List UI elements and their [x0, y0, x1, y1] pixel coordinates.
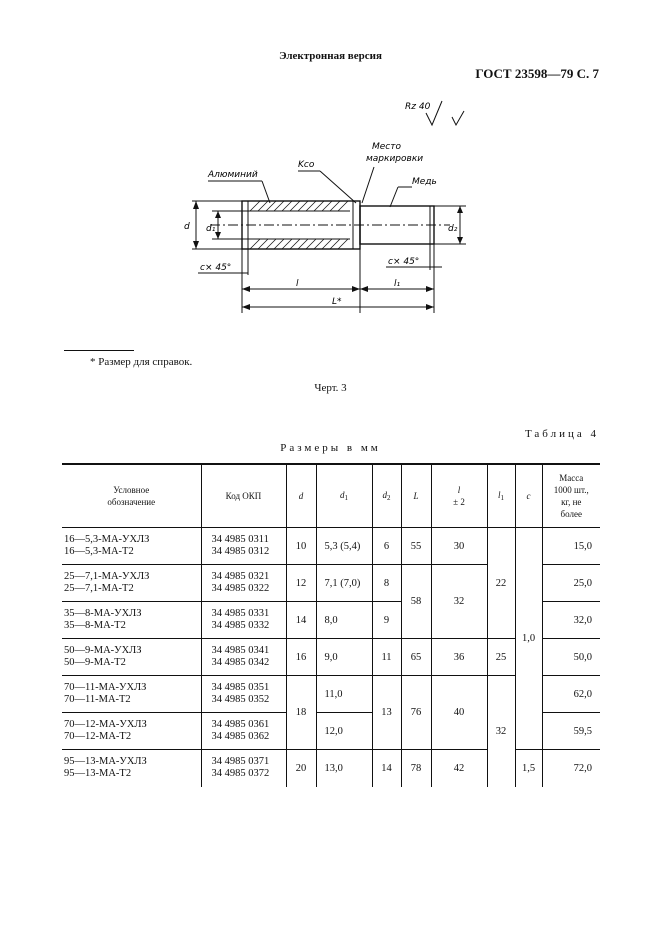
merged-d-18: 18	[286, 676, 316, 750]
table-row: 25—7,1-МА-УХЛЗ 25—7,1-МА-Т2 34 4985 0321 34 4985 0322 12 7,1 (7,0) 8 58 32 25,0	[62, 565, 600, 602]
chamfer-left-label: c× 45°	[200, 263, 232, 273]
marking-label: маркировки	[366, 154, 424, 164]
marking-place-label: Место	[372, 142, 401, 152]
chamfer-right-label: c× 45°	[388, 257, 420, 267]
table-row: 16—5,3-МА-УХЛЗ 16—5,3-МА-Т2 34 4985 0311 34 4985 0312 10 5,3 (5,4) 6 55 30 22 1,0 15,0	[62, 528, 600, 565]
header-L: L	[401, 464, 431, 528]
roughness-label: Rz 40	[405, 102, 431, 112]
table-row: 50—9-МА-УХЛЗ 50—9-МА-Т2 34 4985 0341 34 4985 0342 16 9,0 11 65 36 25 50,0	[62, 639, 600, 676]
merged-l-40: 40	[431, 676, 487, 750]
merged-L-76: 76	[401, 676, 431, 750]
header-mass: Масса 1000 шт., кг, не более	[542, 464, 600, 528]
table-row: 35—8-МА-УХЛЗ 35—8-МА-Т2 34 4985 0331 34 4985 0332 14 8,0 9 32,0	[62, 602, 600, 639]
merged-l1-22: 22	[487, 528, 515, 639]
footnote-divider	[64, 350, 134, 351]
header-d1: $d_1$	[316, 464, 372, 528]
header-okp: Код ОКП	[201, 464, 286, 528]
table-row: 70—11-МА-УХЛЗ 70—11-МА-Т2 34 4985 0351 34 4985 0352 18 11,0 13 76 40 32 62,0	[62, 676, 600, 713]
technical-drawing	[150, 95, 490, 325]
header-electronic-version: Электронная версия	[279, 50, 382, 62]
L-dim-label: L*	[332, 297, 342, 307]
header-d: d	[286, 464, 316, 528]
header-l1: $l_1$	[487, 464, 515, 528]
merged-l1-32: 32	[487, 676, 515, 787]
table-row: 70—12-МА-УХЛЗ 70—12-МА-Т2 34 4985 0361 34 4985 0362 12,0 59,5	[62, 713, 600, 750]
table-row: 95—13-МА-УХЛЗ 95—13-МА-Т2 34 4985 0371 34 4985 0372 20 13,0 14 78 42 1,5 72,0	[62, 750, 600, 787]
header-l: l ± 2	[431, 464, 487, 528]
l1-dim-label: l₁	[394, 279, 401, 289]
header-c: c	[515, 464, 542, 528]
l-dim-label: l	[296, 279, 299, 289]
d1-dim-label: d₁	[206, 224, 216, 234]
aluminum-label: Алюминий	[208, 170, 258, 180]
merged-d2-13: 13	[372, 676, 401, 750]
merged-c-1-0: 1,0	[515, 528, 542, 750]
units-label: Размеры в мм	[280, 442, 381, 454]
d-dim-label: d	[184, 222, 190, 232]
footnote: * Размер для справок.	[90, 356, 193, 368]
table-title: Таблица 4	[524, 428, 599, 440]
copper-label: Медь	[412, 177, 437, 187]
merged-l-32: 32	[431, 565, 487, 639]
dimensions-table	[62, 463, 600, 787]
d2-dim-label: d₂	[448, 224, 458, 234]
k-label: Kсо	[298, 160, 315, 170]
header-d2: $d_2$	[372, 464, 401, 528]
standard-page-number: ГОСТ 23598—79 С. 7	[475, 66, 599, 81]
drawing-caption: Черт. 3	[314, 382, 347, 394]
merged-L-58: 58	[401, 565, 431, 639]
header-designation: Условное обозначение	[62, 464, 201, 528]
